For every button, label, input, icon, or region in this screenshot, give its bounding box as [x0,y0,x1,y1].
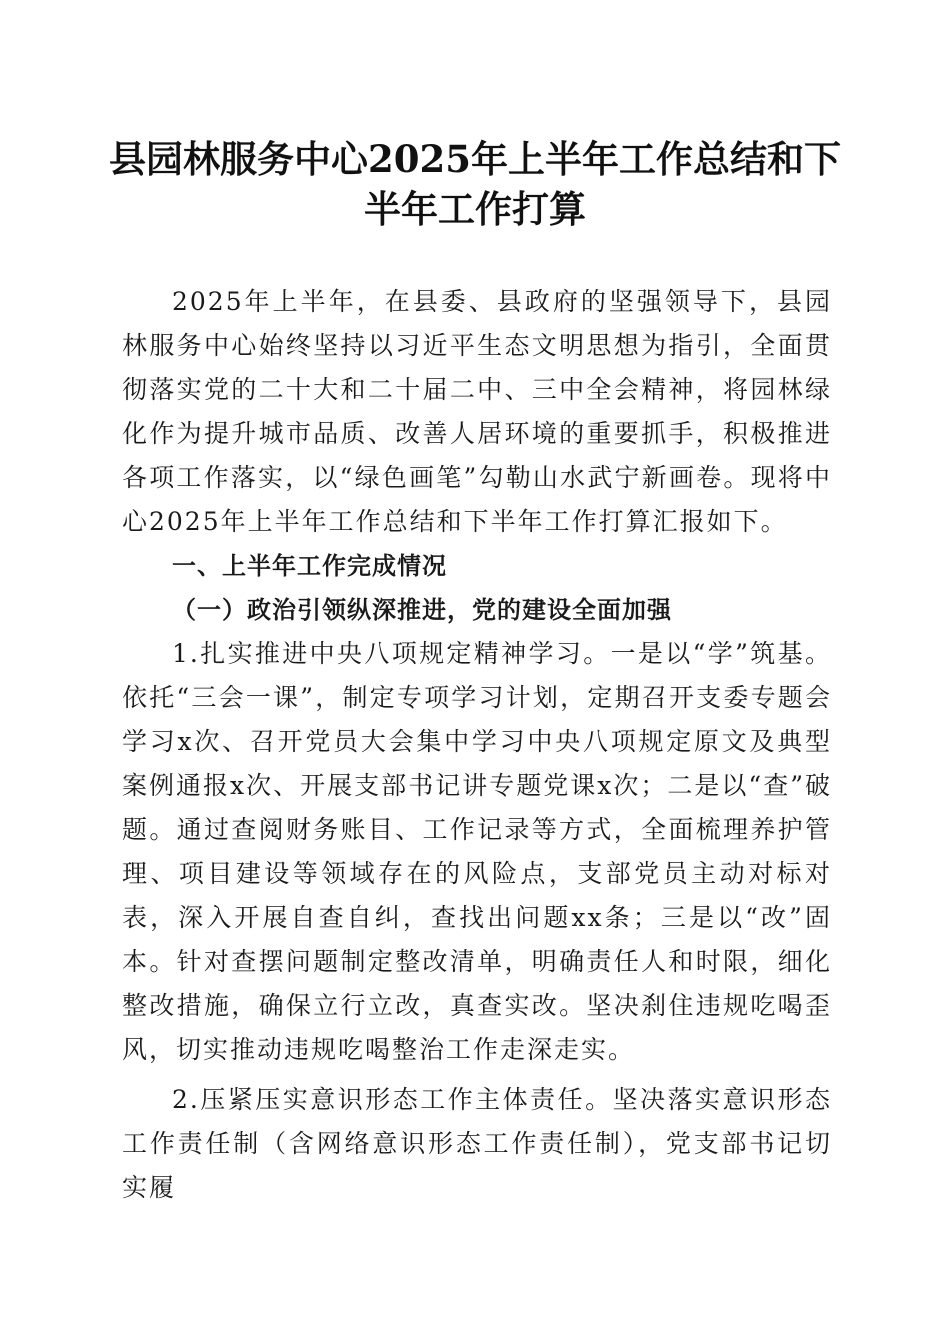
subsection-heading: （一）政治引领纵深推进，党的建设全面加强 [172,595,672,624]
section-heading: 一、上半年工作完成情况 [172,552,447,580]
item-2-paragraph: 2.压紧压实意识形态工作主体责任。坚决落实意识形态工作责任制（含网络意识形态工作责任制），党支部书记切实履 [122,1085,832,1202]
document-title: 县园林服务中心2025年上半年工作总结和下半年工作打算 [109,137,841,231]
document-body [122,280,832,1210]
intro-paragraph: 2025年上半年，在县委、县政府的坚强领导下，县园林服务中心始终坚持以习近平生态文明思想为指引，全面贯彻落实党的二十大和二十届二中、三中全会精神，将园林绿化作为提升城市品质、改善人居环境的重要抓手，积极推进各项工作落实，以“绿色画笔”勾勒山水武宁新画卷。现将中心2025年上半年工作总结和下半年工作打算汇报如下。 [122,287,832,536]
item-1-paragraph: 1.扎实推进中央八项规定精神学习。一是以“学”筑基。依托“三会一课”，制定专项学习计划，定期召开支委专题会学习x次、召开党员大会集中学习中央八项规定原文及典型案例通报x次、开展支部书记讲专题党课x次；二是以“查”破题。通过查阅财务账目、工作记录等方式，全面梳理养护管理、项目建设等领域存在的风险点，支部党员主动对标对表，深入开展自查自纠，查找出问题xx条；三是以“改”固本。针对查摆问题制定整改清单，明确责任人和时限，细化整改措施，确保立行立改，真查实改。坚决刹住违规吃喝歪风，切实推动违规吃喝整治工作走深走实。 [122,639,832,1064]
